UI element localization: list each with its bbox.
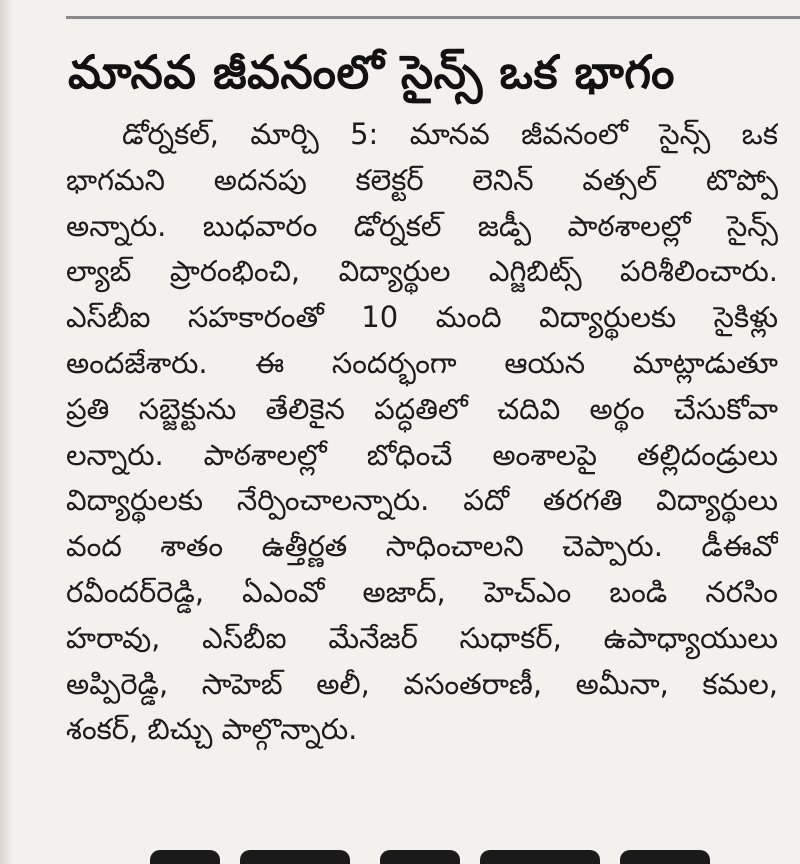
article-line-13: అప్పిరెడ్డి, సాహెబ్ అలీ, వసంతరాణీ, అమీనా, కమల, — [66, 666, 778, 701]
next-headline-cropped — [150, 838, 770, 864]
cropped-glyph-shape — [380, 850, 460, 864]
article-line-6: అందజేశారు. ఈ సందర్భంగా ఆయన మాట్లాడుతూ — [66, 345, 778, 380]
article-line-3: అన్నారు. బుధవారం డోర్నకల్ జడ్పీ పాఠశాలల్లో సైన్స్ — [66, 208, 778, 243]
article-line-14: శంకర్, బిచ్చు పాల్గొన్నారు. — [66, 712, 358, 747]
cropped-glyph-shape — [480, 850, 600, 864]
page-edge-shadow — [0, 0, 14, 864]
article-line-1: డోర్నకల్, మార్చి 5: మానవ జీవనంలో సైన్స్ ఒక — [122, 117, 778, 151]
article-headline: మానవ జీవనంలో సైన్స్ ఒక భాగం — [68, 45, 675, 99]
column-top-rule — [66, 16, 800, 19]
cropped-glyph-shape — [240, 850, 350, 864]
article-line-10: వంద శాతం ఉత్తీర్ణత సాధించాలని చెప్పారు. డీఈవో — [66, 529, 778, 564]
article-line-12: హరావు, ఎస్‌బీఐ మేనేజర్ సుధాకర్, ఉపాధ్యాయులు — [66, 620, 778, 655]
article-line-8: లన్నారు. పాఠశాలల్లో బోధించే అంశాలపై తల్లిదండ్రులు — [66, 437, 778, 472]
cropped-glyph-shape — [620, 850, 710, 864]
cropped-glyph-shape — [150, 850, 220, 864]
article-line-5: ఎస్‌బీఐ సహకారంతో 10 మంది విద్యార్థులకు సైకిళ్లు — [66, 300, 778, 335]
article-body — [66, 112, 778, 753]
article-line-9: విద్యార్థులకు నేర్పించాలన్నారు. పదో తరగతి విద్యార్థులు — [66, 483, 778, 518]
article-line-11: రవీందర్‌రెడ్డి, ఏఎంవో అజాద్, హెచ్ఎం బండి నరసిం — [66, 574, 778, 609]
article-line-4: ల్యాబ్ ప్రారంభించి, విద్యార్థుల ఎగ్జిబిట్స్ పరిశీలించారు. — [66, 254, 778, 289]
article-line-7: ప్రతి సబ్జెక్టును తేలికైన పద్ధతిలో చదివి అర్థం చేసుకోవా — [66, 391, 778, 426]
article-line-2: భాగమని అదనపు కలెక్టర్ లెనిన్ వత్సల్ టొప్పో — [66, 162, 778, 197]
